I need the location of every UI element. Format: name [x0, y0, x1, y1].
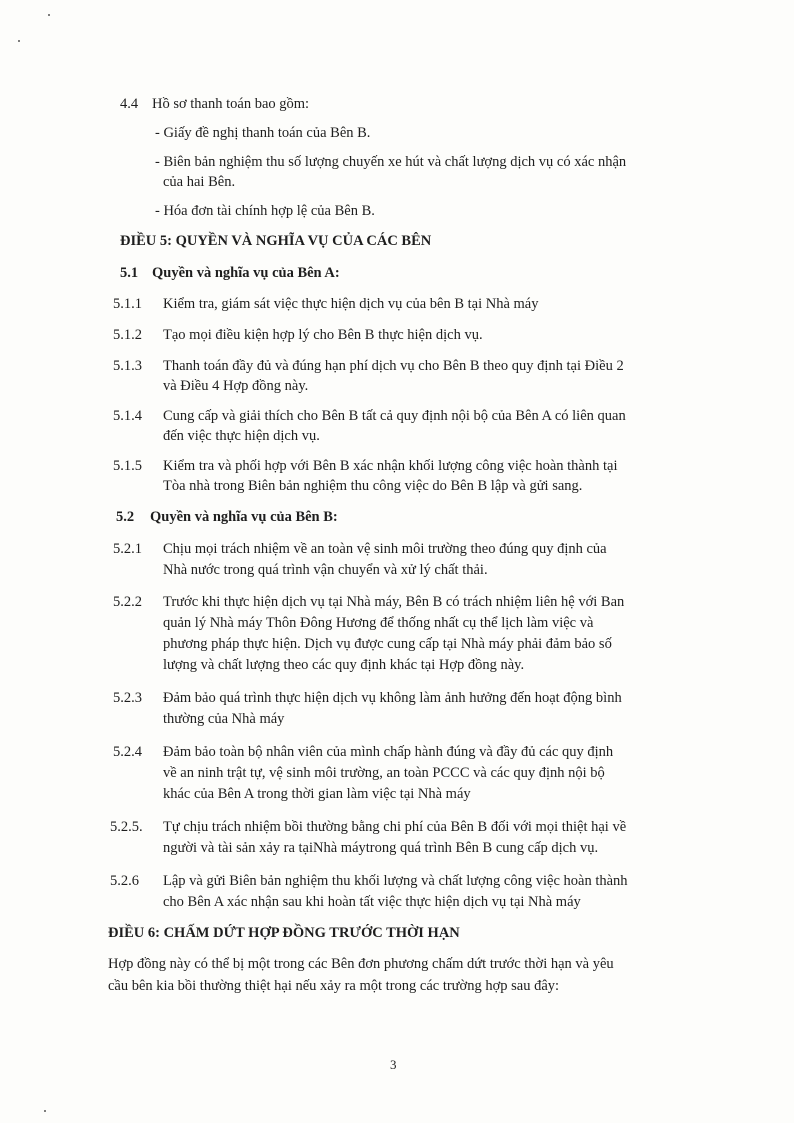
paragraph-line: Hợp đồng này có thể bị một trong các Bên đơn phương chấm dứt trước thời hạn và yêu [108, 956, 614, 972]
article-heading: ĐIỀU 5: QUYỀN VÀ NGHĨA VỤ CỦA CÁC BÊN [120, 233, 432, 249]
subsection-number: 5.2 [116, 509, 135, 525]
item-line: Thanh toán đầy đủ và đúng hạn phí dịch vụ cho Bên B theo quy định tại Điều 2 [163, 358, 624, 374]
item-line: Tòa nhà trong Biên bản nghiệm thu công việc do Bên B lập và gửi sang. [163, 478, 583, 494]
item-line: Cung cấp và giải thích cho Bên B tất cả quy định nội bộ của Bên A có liên quan [163, 408, 626, 424]
bullet-line: của hai Bên. [163, 174, 236, 190]
subsection-title: Quyền và nghĩa vụ của Bên B: [150, 509, 338, 525]
item-line: Trước khi thực hiện dịch vụ tại Nhà máy, Bên B có trách nhiệm liên hệ với Ban [163, 594, 625, 610]
subsection-number: 5.1 [120, 265, 139, 281]
item-line: người và tài sản xảy ra tạiNhà máytrong quá trình Bên B cung cấp dịch vụ. [163, 840, 599, 856]
item-line: thường của Nhà máy [163, 711, 285, 727]
item-number: 5.2.3 [113, 690, 142, 706]
item-number: 5.1.2 [113, 327, 142, 343]
item-line: Nhà nước trong quá trình vận chuyển và xử lý chất thải. [163, 562, 488, 578]
item-line: khác của Bên A trong thời gian làm việc tại Nhà máy [163, 786, 471, 802]
item-line: lượng và chất lượng theo các quy định khác tại Hợp đồng này. [163, 657, 525, 673]
paragraph-line: cầu bên kia bồi thường thiệt hại nếu xảy ra một trong các trường hợp sau đây: [108, 978, 560, 994]
item-number: 5.2.6 [110, 873, 139, 889]
item-number: 5.1.3 [113, 358, 142, 374]
item-line: Tạo mọi điều kiện hợp lý cho Bên B thực hiện dịch vụ. [163, 327, 483, 343]
section-title: Hồ sơ thanh toán bao gồm: [152, 96, 310, 112]
item-line: Kiểm tra và phối hợp với Bên B xác nhận khối lượng công việc hoàn thành tại [163, 458, 618, 474]
item-line: và Điều 4 Hợp đồng này. [163, 378, 309, 394]
item-line: phương pháp thực hiện. Dịch vụ được cung cấp tại Nhà máy phải đảm bảo số [163, 636, 612, 652]
scan-speck [44, 1110, 46, 1112]
item-line: Tự chịu trách nhiệm bồi thường bằng chi phí của Bên B đối với mọi thiệt hại về [163, 819, 627, 835]
item-number: 5.1.5 [113, 458, 142, 474]
bullet-line: - Hóa đơn tài chính hợp lệ của Bên B. [155, 203, 375, 219]
section-number: 4.4 [120, 96, 139, 112]
item-line: đến việc thực hiện dịch vụ. [163, 428, 320, 444]
item-number: 5.2.5. [110, 819, 143, 835]
item-line: cho Bên A xác nhận sau khi hoàn tất việc thực hiện dịch vụ tại Nhà máy [163, 894, 581, 910]
item-number: 5.2.4 [113, 744, 142, 760]
scan-speck [48, 14, 50, 16]
page-number: 3 [390, 1057, 397, 1072]
item-line: Chịu mọi trách nhiệm về an toàn vệ sinh môi trường theo đúng quy định của [163, 541, 607, 557]
item-line: quản lý Nhà máy Thôn Đông Hương để thống nhất cụ thể lịch làm việc và [163, 615, 594, 631]
item-line: về an ninh trật tự, vệ sinh môi trường, an toàn PCCC và các quy định nội bộ [163, 765, 605, 781]
item-number: 5.1.1 [113, 296, 142, 312]
bullet-line: - Giấy đề nghị thanh toán của Bên B. [155, 125, 371, 141]
item-line: Đảm bảo toàn bộ nhân viên của mình chấp hành đúng và đầy đủ các quy định [163, 744, 614, 760]
item-line: Kiểm tra, giám sát việc thực hiện dịch vụ của bên B tại Nhà máy [163, 296, 539, 312]
item-number: 5.2.1 [113, 541, 142, 557]
item-number: 5.2.2 [113, 594, 142, 610]
scan-speck [18, 40, 20, 42]
article-heading: ĐIỀU 6: CHẤM DỨT HỢP ĐỒNG TRƯỚC THỜI HẠN [108, 925, 460, 941]
item-line: Lập và gửi Biên bản nghiệm thu khối lượng và chất lượng công việc hoàn thành [163, 873, 628, 889]
subsection-title: Quyền và nghĩa vụ của Bên A: [152, 265, 340, 281]
item-line: Đảm bảo quá trình thực hiện dịch vụ không làm ảnh hưởng đến hoạt động bình [163, 690, 622, 706]
bullet-line: - Biên bản nghiệm thu số lượng chuyến xe hút và chất lượng dịch vụ có xác nhận [155, 154, 627, 170]
item-number: 5.1.4 [113, 408, 142, 424]
